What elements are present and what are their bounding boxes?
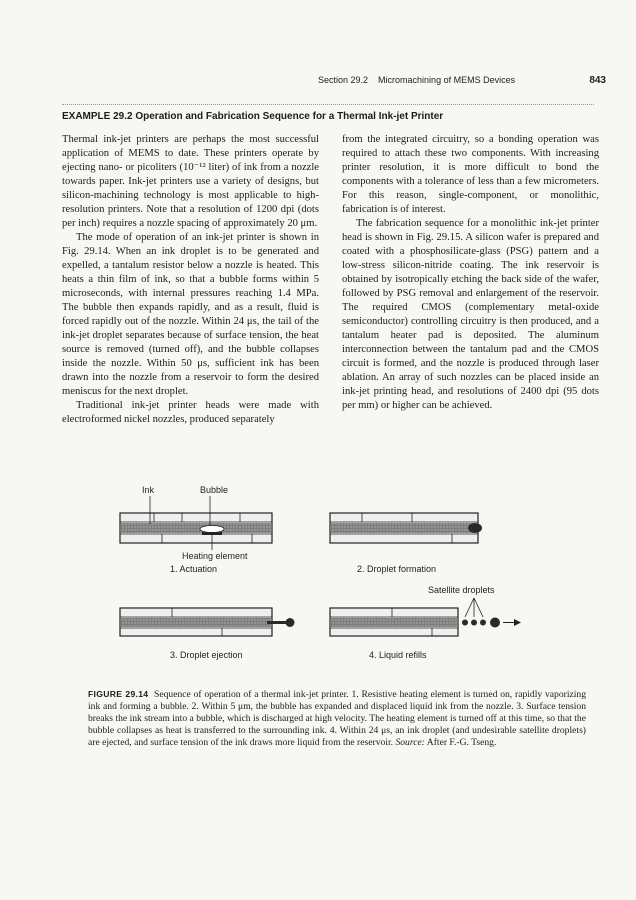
ink-channel	[121, 523, 271, 533]
step-1-label: 1. Actuation	[170, 564, 218, 574]
section-number: Section 29.2	[318, 75, 369, 85]
step-2-label: 2. Droplet formation	[357, 564, 437, 574]
panel-liquid-refills	[330, 598, 521, 636]
label-ink: Ink	[142, 485, 155, 495]
step-3-label: 3. Droplet ejection	[170, 650, 243, 660]
ejecting-droplet	[286, 618, 295, 627]
label-heating-element: Heating element	[182, 551, 248, 561]
figure-29-14	[62, 478, 598, 678]
main-droplet	[490, 618, 500, 628]
panel-droplet-formation	[330, 513, 482, 543]
right-column	[342, 133, 599, 413]
running-head	[318, 75, 606, 86]
figure-number: FIGURE 29.14	[88, 689, 149, 699]
label-satellite-droplets: Satellite droplets	[428, 585, 495, 595]
example-title: EXAMPLE 29.2 Operation and Fabrication Sequence for a Thermal Ink-jet Printer	[62, 111, 444, 122]
paragraph: The fabrication sequence for a monolithic ink-jet printer head is shown in Fig. 29.15. A silicon wafer is prepared and coated with a phosphosilicate-glass (PSG) pattern and a low-stress silicon-nitride coating. The ink reservoir is obtained by isotropically etching the back side of the wafer, followed by PSG removal and enlargement of the reservoir. The required CMOS (complementary metal-oxide semiconductor) controlling circuitry is then produced, and a tantalum heater pad is deposited. The aluminum interconnection between the tantalum pad and the CMOS circuit is formed, and the nozzle is produced through laser ablation. An array of such nozzles can be placed inside an ink-jet printing head, and resolutions of 2400 dpi (95 dots per mm) or higher can be achieved.	[342, 218, 599, 411]
ink-channel	[331, 618, 457, 627]
caption-source: After F.-G. Tseng.	[426, 737, 497, 748]
arrow-icon	[514, 619, 521, 626]
satellite-droplet	[480, 620, 486, 626]
paragraph: Thermal ink-jet printers are perhaps the most successful application of MEMS to date. These printers operate by ejecting nano- or picoliters (10⁻¹² liter) of ink from a nozzle towards paper. Ink-jet printers use a variety of designs, but silicon-machining technology is most applicable to high-resolution printers. Note that a resolution of 1200 dpi (dots per inch) requires a nozzle spacing of approximately 20 μm.	[62, 134, 319, 229]
paragraph: Traditional ink-jet printer heads were made with electroformed nickel nozzles, produced separately	[62, 400, 319, 425]
label-bubble: Bubble	[200, 485, 229, 495]
satellite-droplet	[462, 620, 468, 626]
caption-text: Sequence of operation of a thermal ink-jet printer. 1. Resistive heating element is turned on, rapidly vaporizing ink and forming a bubble. 2. Within 5 μm, the bubble has expanded and displaced liquid ink from the nozzle. 3. Surface tension breaks the ink stream into a bubble, which is discharged at high velocity. The heating element is turned off at this time, so that the bubble collapses as heat is transferred to the surrounding ink. 4. Within 24 μs, an ink droplet (and undesirable satellite droplets) are ejected, and surface tension of the ink draws more liquid from the reservoir.	[88, 689, 587, 748]
panel-actuation	[120, 496, 272, 550]
heating-element	[202, 532, 222, 535]
caption-source-label: Source:	[395, 737, 425, 748]
figure-caption	[88, 688, 586, 749]
bubble	[200, 526, 224, 533]
paragraph: The mode of operation of an ink-jet printer is shown in Fig. 29.14. When an ink droplet is to be generated and expelled, a tantalum resistor below a nozzle is heated. This heats a thin film of ink, so that a bubble forms within 5 microseconds, with internal pressures reaching 1.4 MPa. The bubble then expands rapidly, and as a result, fluid is forced rapidly out of the nozzle. Within 24 μs, the tail of the ink-jet droplet separates because of surface tension, the heat source is removed (turned off), and the bubble collapses inside the nozzle. Within 50 μs, sufficient ink has been drawn into the nozzle from a reservoir to form the desired meniscus for the next droplet.	[62, 232, 319, 397]
panel-droplet-ejection	[120, 608, 295, 636]
ink-channel	[331, 523, 473, 533]
ink-channel	[121, 618, 271, 627]
ink-bulge	[468, 523, 482, 533]
step-4-label: 4. Liquid refills	[369, 650, 427, 660]
page-number: 843	[589, 75, 606, 86]
chapter-title: Micromachining of MEMS Devices	[378, 75, 516, 85]
paragraph: from the integrated circuitry, so a bonding operation was required to attach these two components. With increasing printer resolution, it is more difficult to bond the components with a tolerance of less than a few micrometers. For this reason, single-component, or monolithic, fabrication is of interest.	[342, 134, 599, 215]
left-column	[62, 133, 319, 427]
header-rule	[62, 104, 594, 105]
satellite-droplet	[471, 620, 477, 626]
inkjet-diagram	[62, 478, 598, 678]
